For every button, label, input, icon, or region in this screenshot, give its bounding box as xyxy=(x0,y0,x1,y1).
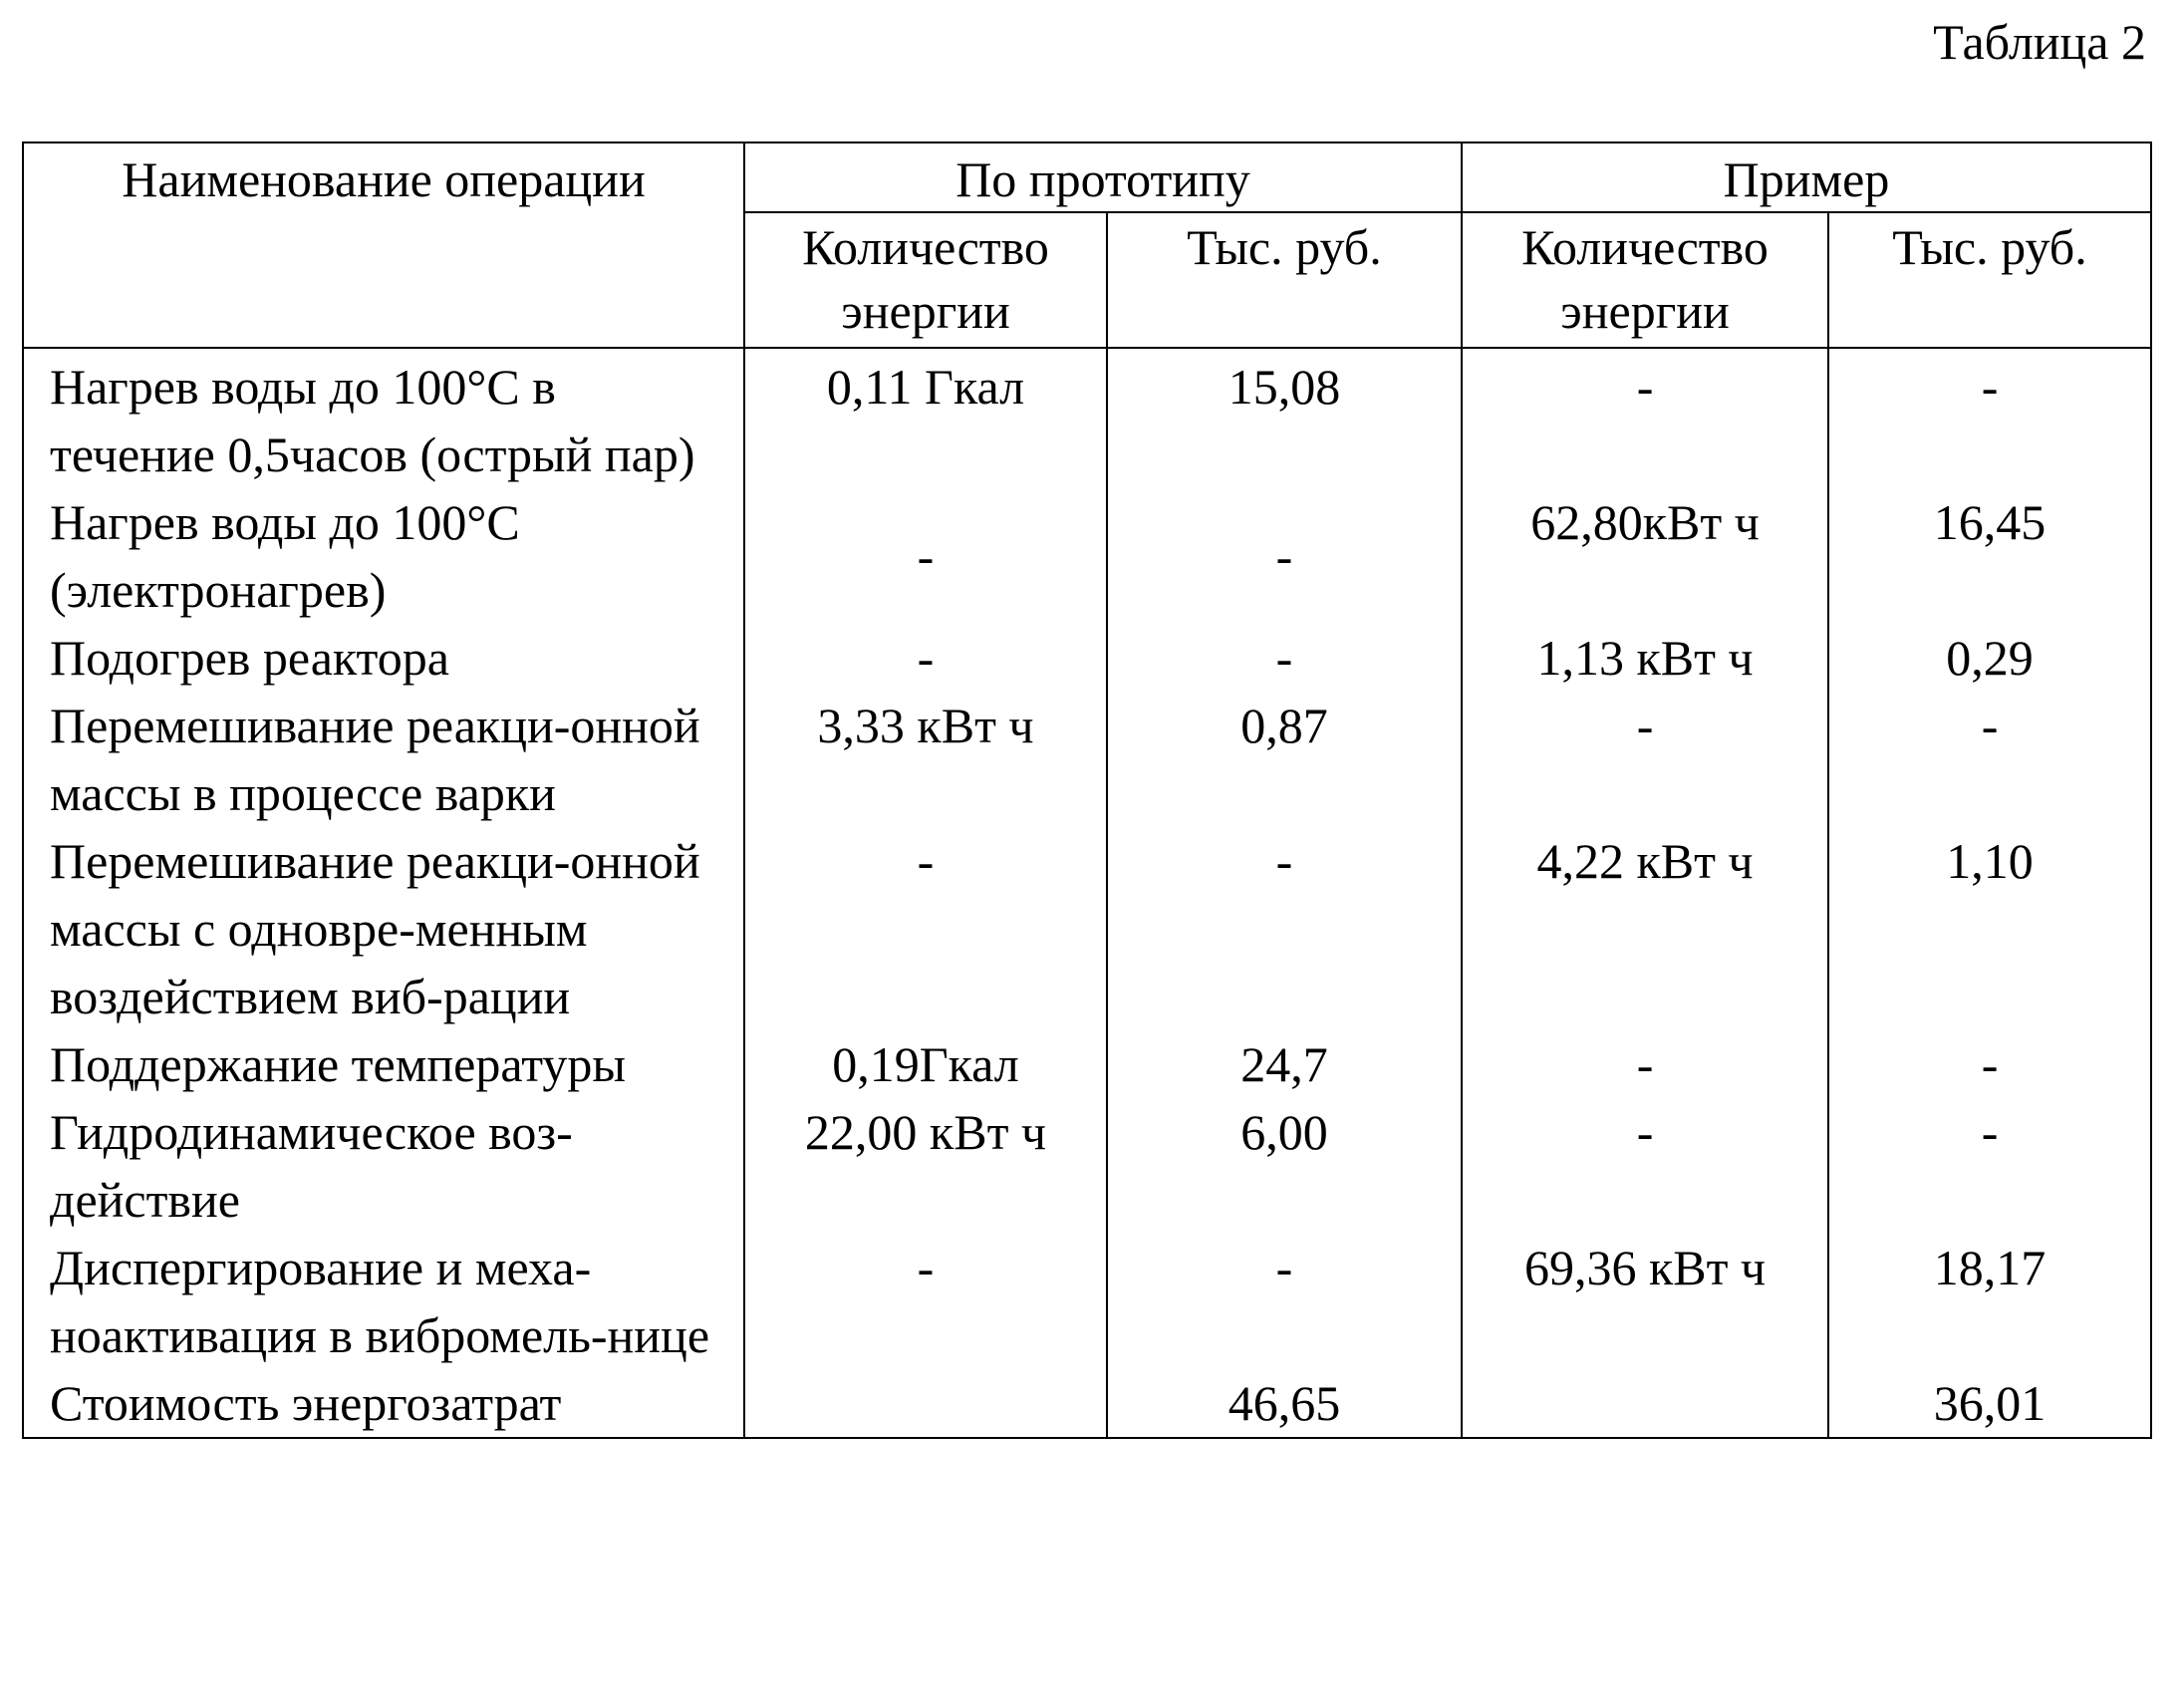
operation-name: Гидродинамическое воз-действие xyxy=(23,1098,744,1234)
example-cost: - xyxy=(1828,1098,2151,1234)
prototype-energy: - xyxy=(744,1234,1107,1369)
example-energy: - xyxy=(1462,692,1828,827)
prototype-cost: 24,7 xyxy=(1107,1030,1462,1098)
table-row xyxy=(23,488,2151,624)
prototype-cost: 6,00 xyxy=(1107,1098,1462,1234)
prototype-cost: 46,65 xyxy=(1107,1369,1462,1438)
header-operation-name: Наименование операции xyxy=(23,142,744,348)
operation-name: Стоимость энергозатрат xyxy=(23,1369,744,1438)
example-energy: - xyxy=(1462,1030,1828,1098)
operation-name: Нагрев воды до 100°С (электронагрев) xyxy=(23,488,744,624)
table-row xyxy=(23,624,2151,692)
operation-name: Перемешивание реакци-онной массы в процессе варки xyxy=(23,692,744,827)
prototype-energy: 0,19Гкал xyxy=(744,1030,1107,1098)
header-group-example: Пример xyxy=(1462,142,2151,212)
table-row xyxy=(23,1098,2151,1234)
energy-cost-table xyxy=(22,142,2152,1439)
example-cost: - xyxy=(1828,692,2151,827)
table-row xyxy=(23,1369,2151,1438)
example-energy: - xyxy=(1462,348,1828,488)
example-energy: - xyxy=(1462,1098,1828,1234)
operation-name: Диспергирование и меха-ноактивация в вибромель-нице xyxy=(23,1234,744,1369)
prototype-cost: 0,87 xyxy=(1107,692,1462,827)
prototype-energy: 22,00 кВт ч xyxy=(744,1098,1107,1234)
prototype-cost: - xyxy=(1107,624,1462,692)
prototype-energy: - xyxy=(744,827,1107,1030)
prototype-energy: - xyxy=(744,488,1107,624)
example-energy xyxy=(1462,1369,1828,1438)
prototype-cost: - xyxy=(1107,488,1462,624)
example-energy: 4,22 кВт ч xyxy=(1462,827,1828,1030)
operation-name: Перемешивание реакци-онной массы с одновре-менным воздействием виб-рации xyxy=(23,827,744,1030)
operation-name: Подогрев реактора xyxy=(23,624,744,692)
header-prototype-energy: Количество энергии xyxy=(744,212,1107,348)
prototype-energy: 3,33 кВт ч xyxy=(744,692,1107,827)
table-row xyxy=(23,692,2151,827)
prototype-energy: 0,11 Гкал xyxy=(744,348,1107,488)
prototype-cost: - xyxy=(1107,827,1462,1030)
prototype-energy: - xyxy=(744,624,1107,692)
example-cost: 0,29 xyxy=(1828,624,2151,692)
header-prototype-cost: Тыс. руб. xyxy=(1107,212,1462,348)
prototype-cost: 15,08 xyxy=(1107,348,1462,488)
example-cost: - xyxy=(1828,1030,2151,1098)
example-cost: 18,17 xyxy=(1828,1234,2151,1369)
operation-name: Нагрев воды до 100°С в течение 0,5часов (острый пар) xyxy=(23,348,744,488)
example-energy: 62,80кВт ч xyxy=(1462,488,1828,624)
table-caption: Таблица 2 xyxy=(1933,14,2146,70)
example-energy: 69,36 кВт ч xyxy=(1462,1234,1828,1369)
header-group-prototype: По прототипу xyxy=(744,142,1462,212)
example-energy: 1,13 кВт ч xyxy=(1462,624,1828,692)
table-row xyxy=(23,827,2151,1030)
table-row xyxy=(23,348,2151,488)
prototype-cost: - xyxy=(1107,1234,1462,1369)
example-cost: 1,10 xyxy=(1828,827,2151,1030)
prototype-energy xyxy=(744,1369,1107,1438)
header-example-cost: Тыс. руб. xyxy=(1828,212,2151,348)
operation-name: Поддержание температуры xyxy=(23,1030,744,1098)
header-example-energy: Количество энергии xyxy=(1462,212,1828,348)
example-cost: 16,45 xyxy=(1828,488,2151,624)
example-cost: 36,01 xyxy=(1828,1369,2151,1438)
example-cost: - xyxy=(1828,348,2151,488)
table-row xyxy=(23,1030,2151,1098)
table-row xyxy=(23,1234,2151,1369)
